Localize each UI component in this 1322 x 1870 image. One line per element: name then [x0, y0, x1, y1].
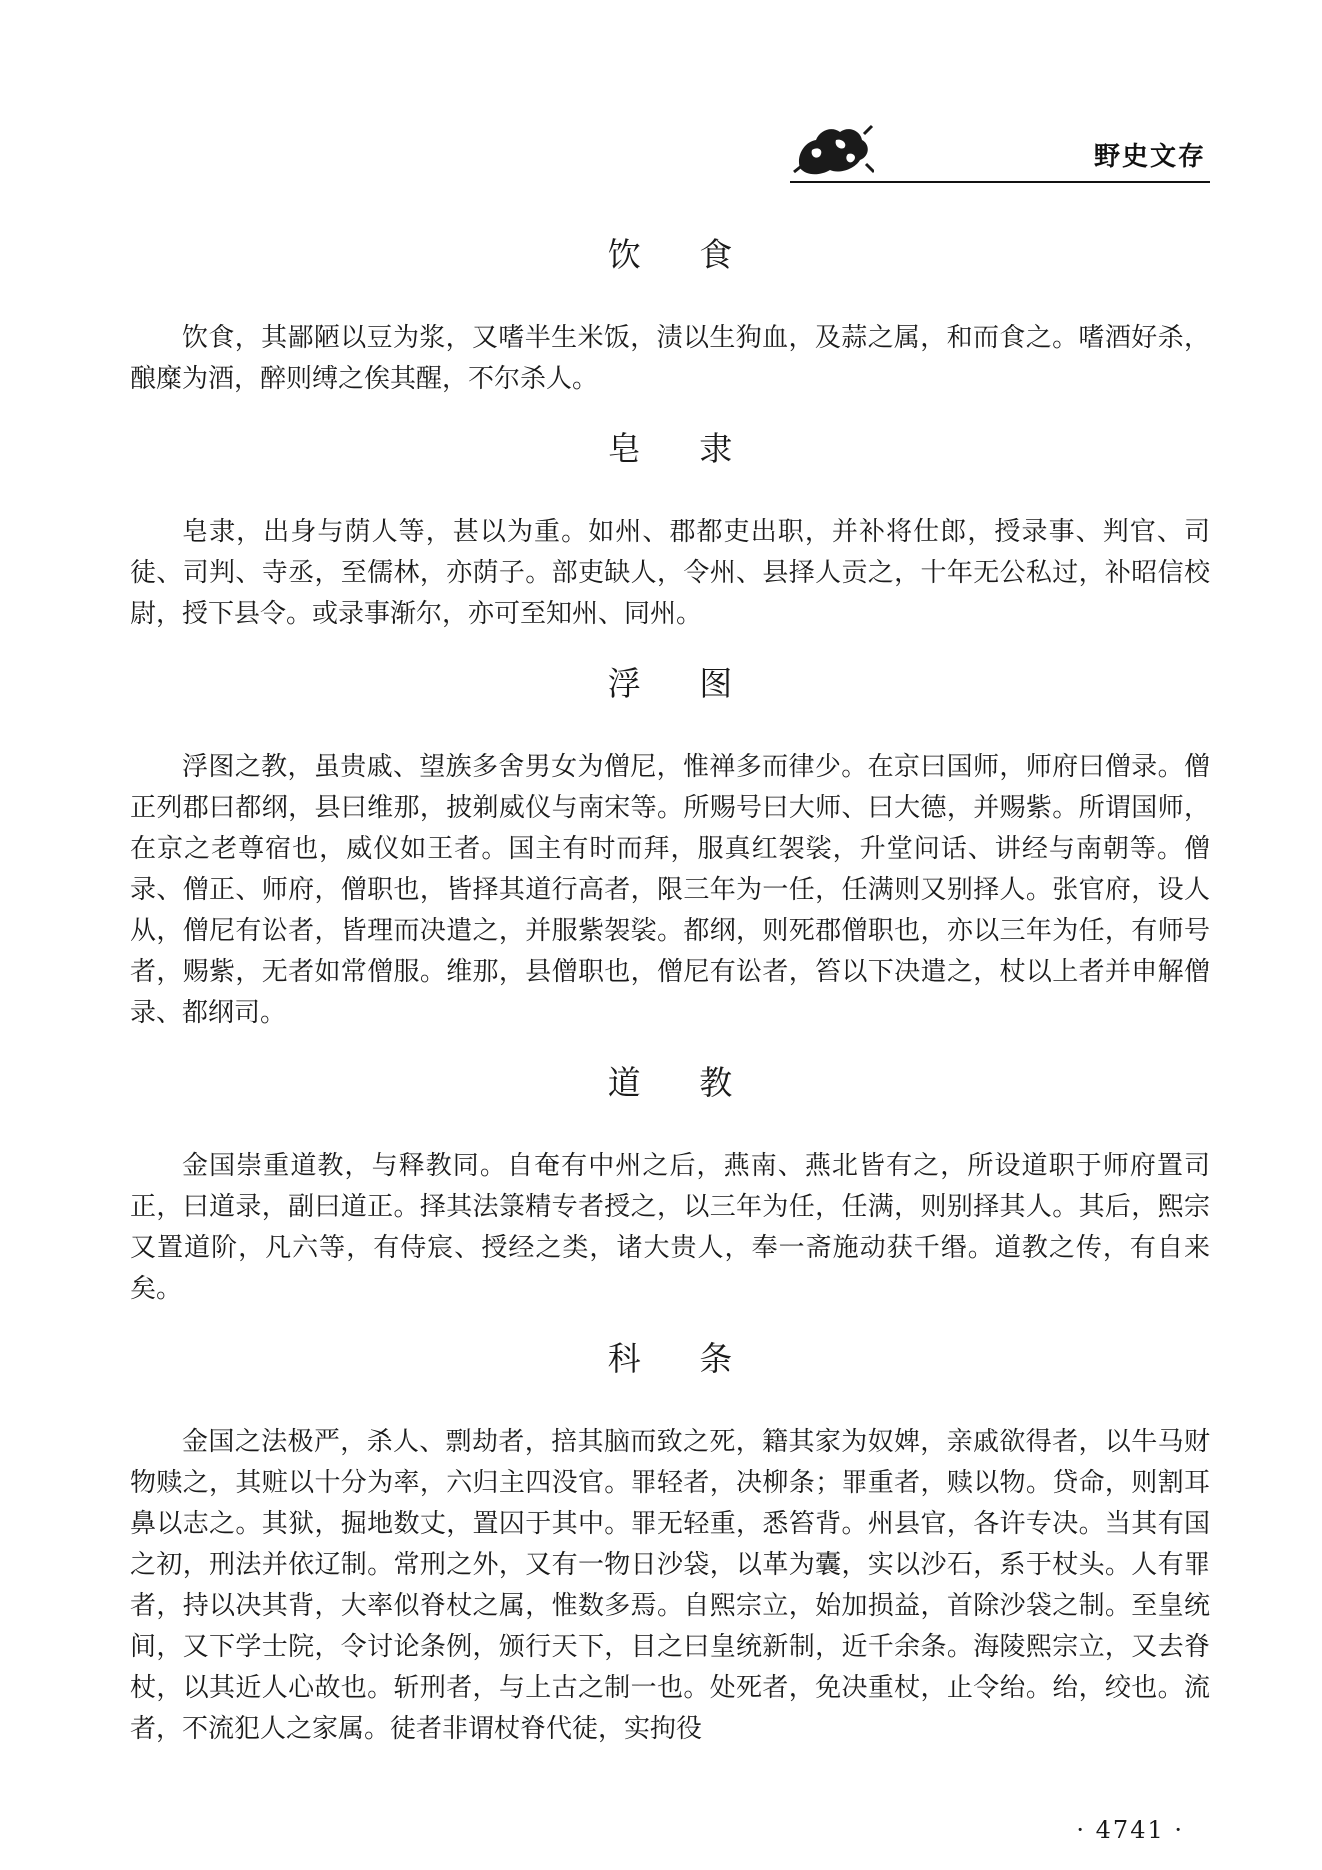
section-paragraph: 饮食，其鄙陋以豆为浆，又嗜半生米饭，渍以生狗血，及蒜之属，和而食之。嗜酒好杀，酿糜为酒，醉则缚之俟其醒，不尔杀人。 — [130, 323, 1210, 394]
section-clerks — [130, 426, 1210, 635]
section-paragraph: 皂隶，出身与荫人等，甚以为重。如州、郡都吏出职，并补将仕郎，授录事、判官、司徒、司判、寺丞，至儒林，亦荫子。部吏缺人，令州、县择人贡之，十年无公私过，补昭信校尉，授下县令。或录事渐尔，亦可至知州、同州。 — [130, 517, 1210, 629]
section-paragraph: 浮图之教，虽贵戚、望族多舍男女为僧尼，惟禅多而律少。在京曰国师，师府曰僧录。僧正列郡曰都纲，县曰维那，披剃威仪与南宋等。所赐号曰大师、曰大德，并赐紫。所谓国师，在京之老尊宿也，威仪如王者。国主有时而拜，服真红袈裟，升堂问话、讲经与南朝等。僧录、僧正、师府，僧职也，皆择其道行高者，限三年为一任，任满则又别择人。张官府，设人从，僧尼有讼者，皆理而决遣之，并服紫袈裟。都纲，则死郡僧职也，亦以三年为任，有师号者，赐紫，无者如常僧服。维那，县僧职也，僧尼有讼者，笞以下决遣之，杖以上者并申解僧录、都纲司。 — [130, 752, 1210, 1028]
section-title: 科 条 — [607, 1339, 757, 1378]
section-paragraph: 金国崇重道教，与释教同。自奄有中州之后，燕南、燕北皆有之，所设道职于师府置司正，曰道录，副曰道正。择其法箓精专者授之，以三年为任，任满，则别择其人。其后，熙宗又置道阶，凡六等，有侍宸、授经之类，诸大贵人，奉一斋施动获千缗。道教之传，有自来矣。 — [130, 1151, 1210, 1304]
section-title: 饮 食 — [607, 235, 757, 274]
dragon-emblem-icon — [790, 120, 874, 180]
running-header-title: 野史文存 — [1093, 142, 1206, 172]
running-header — [790, 120, 1210, 184]
header-rule — [790, 181, 1210, 183]
page-number: · 4741 · — [1076, 1816, 1184, 1844]
section-diet — [130, 232, 1210, 400]
section-laws — [130, 1336, 1210, 1750]
section-title: 皂 隶 — [607, 429, 757, 468]
page-body — [130, 232, 1210, 1776]
section-paragraph: 金国之法极严，杀人、剽劫者，掊其脑而致之死，籍其家为奴婢，亲戚欲得者，以牛马财物赎之，其赃以十分为率，六归主四没官。罪轻者，决柳条；罪重者，赎以物。贷命，则割耳鼻以志之。其狱，掘地数丈，置囚于其中。罪无轻重，悉笞背。州县官，各许专决。当其有国之初，刑法并依辽制。常刑之外，又有一物日沙袋，以革为囊，实以沙石，系于杖头。人有罪者，持以决其背，大率似脊杖之属，惟数多焉。自熙宗立，始加损益，首除沙袋之制。至皇统间，又下学士院，令讨论条例，颁行天下，目之曰皇统新制，近千余条。海陵熙宗立，又去脊杖，以其近人心故也。斩刑者，与上古之制一也。处死者，免决重杖，止令绐。绐，绞也。流者，不流犯人之家属。徒者非谓杖脊代徒，实拘役 — [130, 1427, 1210, 1744]
section-title: 浮 图 — [607, 664, 757, 703]
section-buddhism — [130, 661, 1210, 1034]
section-title: 道 教 — [607, 1063, 757, 1102]
section-taoism — [130, 1060, 1210, 1310]
